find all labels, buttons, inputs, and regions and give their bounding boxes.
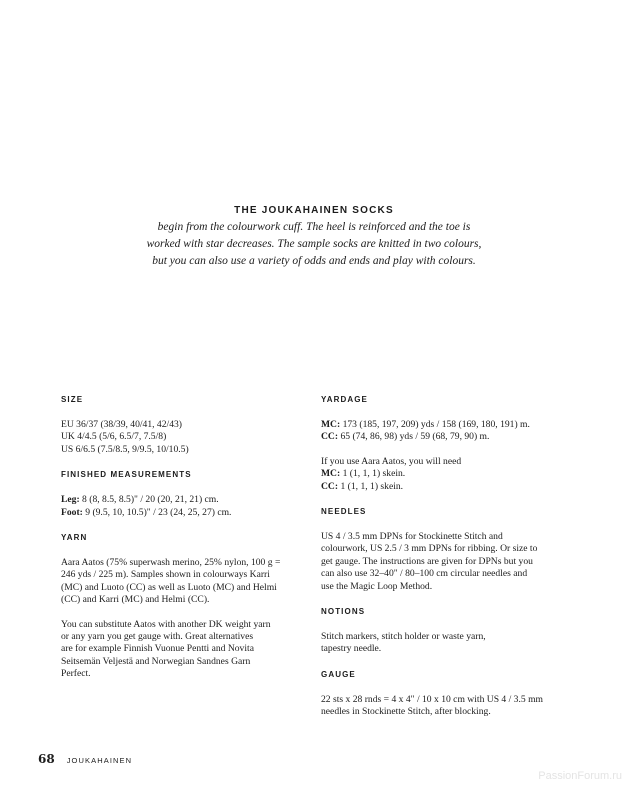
needles-section xyxy=(321,507,561,593)
mc-label: MC: xyxy=(321,419,341,430)
cc-value: 65 (74, 86, 98) yds / 59 (68, 79, 90) m. xyxy=(338,431,490,443)
mc-value: 173 (185, 197, 209) yds / 158 (169, 180, 191) m. xyxy=(340,419,530,430)
page-number: 68 xyxy=(38,752,55,766)
needles-line: US 4 / 3.5 mm DPNs for Stockinette Stitch and xyxy=(321,531,503,543)
yardage-heading: YARDAGE xyxy=(321,395,368,404)
gauge-heading: GAUGE xyxy=(321,669,356,679)
aatos-intro: If you use Aara Aatos, you will need xyxy=(321,455,462,467)
yardage-body xyxy=(321,419,561,493)
yarn-line: Seitsemän Veljestä and Norwegian Sandnes Garn xyxy=(61,655,251,667)
size-section xyxy=(61,395,301,456)
foot-value: 9 (9.5, 10, 10.5)" / 23 (24, 25, 27) cm. xyxy=(82,506,232,518)
yarn-line: or any yarn you get gauge with. Great alternatives xyxy=(61,631,254,643)
yarn-line: (MC) and Luoto (CC) as well as Luoto (MC) and Helmi xyxy=(61,581,277,593)
intro-line: worked with star decreases. The sample socks are knitted in two colours, xyxy=(146,238,482,250)
cc-label: CC: xyxy=(321,431,339,443)
yarn-heading: YARN xyxy=(61,533,88,543)
leg-value: 8 (8, 8.5, 8.5)" / 20 (20, 21, 21) cm. xyxy=(79,494,219,506)
yardage-section xyxy=(321,395,561,493)
gauge-line: 22 sts x 28 rnds = 4 x 4" / 10 x 10 cm with US 4 / 3.5 mm xyxy=(321,693,543,705)
yarn-line: Perfect. xyxy=(61,668,91,680)
foot-label: Foot: xyxy=(61,506,83,518)
notions-body xyxy=(321,631,561,656)
gauge-body xyxy=(321,694,561,719)
mc-yardage xyxy=(321,419,561,431)
watermark: PassionForum.ru xyxy=(538,770,622,782)
pattern-title: THE JOUKAHAINEN SOCKS xyxy=(234,205,394,216)
aatos-mc-label: MC: xyxy=(321,468,341,480)
notions-line: Stitch markers, stitch holder or waste yarn, xyxy=(321,631,486,643)
aatos-cc-label: CC: xyxy=(321,480,339,492)
needles-heading: NEEDLES xyxy=(321,507,367,517)
needles-line: can also use 32–40" / 80–100 cm circular needles and xyxy=(321,568,528,580)
yarn-line: Aara Aatos (75% superwash merino, 25% nylon, 100 g = xyxy=(61,557,281,569)
intro-block xyxy=(120,205,508,270)
yarn-line: You can substitute Aatos with another DK weight yarn xyxy=(61,618,271,630)
notions-section xyxy=(321,607,561,656)
size-body xyxy=(61,419,301,456)
right-column xyxy=(321,395,561,719)
foot-measurement xyxy=(61,507,301,519)
finished-measurements-section xyxy=(61,470,301,519)
needles-line: colourwork, US 2.5 / 3 mm DPNs for ribbing. Or size to xyxy=(321,543,538,555)
notions-heading: NOTIONS xyxy=(321,607,366,617)
needles-line: get gauge. The instructions are given for DPNs but you xyxy=(321,555,533,567)
cc-yardage xyxy=(321,431,561,443)
finished-measurements-heading: FINISHED MEASUREMENTS xyxy=(61,470,192,480)
aatos-cc-value: 1 (1, 1, 1) skein. xyxy=(338,480,404,492)
yarn-line: (CC) and Karri (MC) and Helmi (CC). xyxy=(61,594,210,606)
intro-line: begin from the colourwork cuff. The heel is reinforced and the toe is xyxy=(157,221,471,233)
size-line: UK 4/4.5 (5/6, 6.5/7, 7.5/8) xyxy=(61,431,167,443)
yarn-body xyxy=(61,557,301,681)
needles-line: use the Magic Loop Method. xyxy=(321,580,433,592)
aatos-cc xyxy=(321,481,561,493)
size-line: EU 36/37 (38/39, 40/41, 42/43) xyxy=(61,419,182,430)
aatos-mc-value: 1 (1, 1, 1) skein. xyxy=(340,468,406,480)
aatos-mc xyxy=(321,468,561,480)
left-column xyxy=(61,395,301,681)
size-heading: SIZE xyxy=(61,395,84,404)
leg-measurement xyxy=(61,494,301,506)
yarn-line: 246 yds / 225 m). Samples shown in colourways Karri xyxy=(61,569,270,581)
page-footer xyxy=(38,752,132,766)
gauge-section xyxy=(321,670,561,719)
leg-label: Leg: xyxy=(61,494,80,506)
yarn-line: are for example Finnish Vuonue Pentti and Novita xyxy=(61,643,254,655)
size-line: US 6/6.5 (7.5/8.5, 9/9.5, 10/10.5) xyxy=(61,443,189,455)
yarn-section xyxy=(61,533,301,681)
notions-line: tapestry needle. xyxy=(321,643,382,655)
needles-body xyxy=(321,531,561,593)
running-title: JOUKAHAINEN xyxy=(66,756,133,765)
finished-measurements-body xyxy=(61,494,301,519)
gauge-line: needles in Stockinette Stitch, after blocking. xyxy=(321,706,491,718)
intro-line: but you can also use a variety of odds and ends and play with colours. xyxy=(152,255,476,267)
